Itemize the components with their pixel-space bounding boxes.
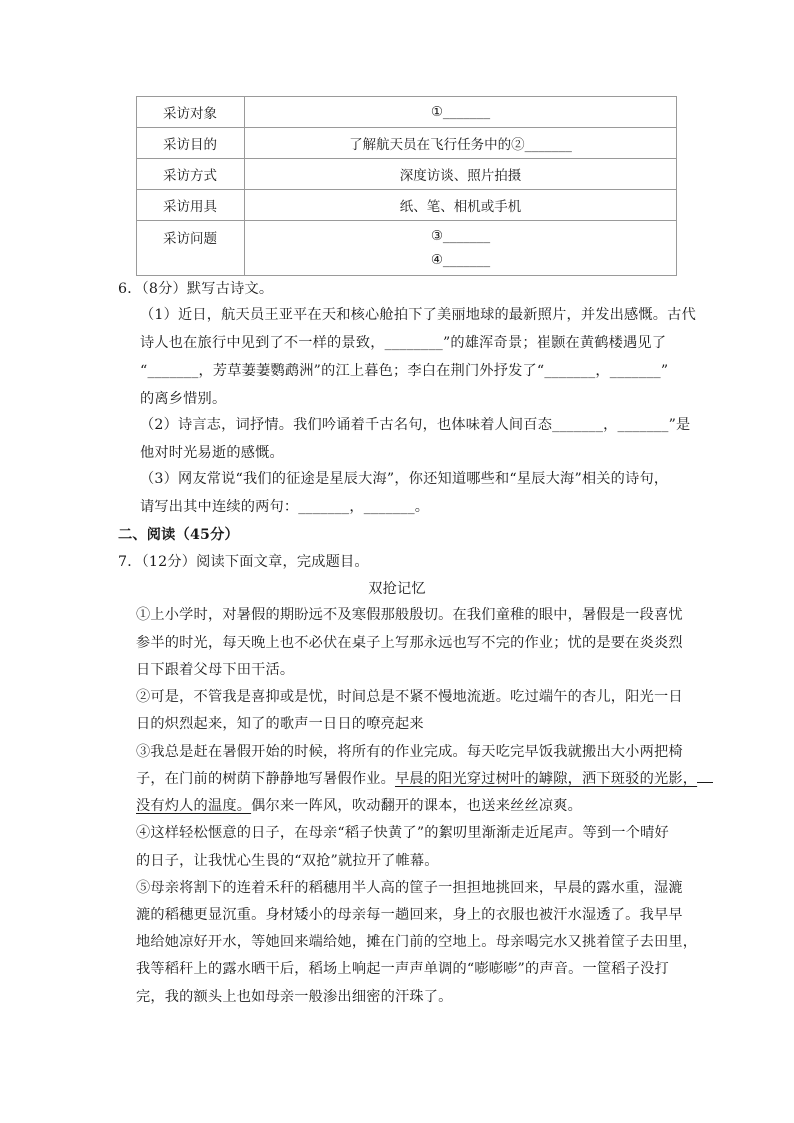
article-line: 完，我的额头上也如母亲一般渗出细密的汗珠了。 [136, 989, 453, 1005]
row-label: 采访用具 [137, 190, 245, 221]
row-value [245, 221, 677, 276]
q6-line: （1）近日，航天员王亚平在天和核心舱拍下了美丽地球的最新照片，并发出感慨。古代 [140, 307, 696, 323]
article-line: 漉的稻穗更显沉重。身材矮小的母亲每一趟回来，身上的衣服也被汗水湿透了。我早早 [136, 907, 683, 923]
article-line: ⑤母亲将割下的连着禾秆的稻穗用半人高的筐子一担担地挑回来，早晨的露水重，湿漉 [136, 880, 683, 896]
q6-line: （2）诗言志，词抒情。我们吟诵着千古名句，也体味着人间百态_______，_______”是 [140, 417, 691, 433]
article-line: 的日子，让我忧心生畏的“双抢”就拉开了帷幕。 [136, 853, 439, 869]
row-label: 采访对象 [137, 97, 245, 128]
article-line: ②可是，不管我是喜抑或是忧，时间总是不紧不慢地流逝。吃过端午的杏儿，阳光一日 [136, 689, 683, 705]
table-row [137, 221, 677, 276]
underlined-sentence: 没有灼人的温度。 [136, 798, 252, 814]
article-line: 我等稻秆上的露水晒干后，稻场上响起一声声单调的“嘭嘭嘭”的声音。一筐稻子没打 [136, 961, 669, 977]
article-line: 日下跟着父母下田干活。 [136, 662, 295, 678]
article-line: ①上小学时，对暑假的期盼远不及寒假那般殷切。在我们童稚的眼中，暑假是一段喜忧 [136, 607, 683, 623]
table-row [137, 97, 677, 128]
interview-plan-table [136, 96, 677, 276]
row-value: 深度访谈、照片拍摄 [245, 159, 677, 190]
q6-line: 请写出其中连续的两句：_______，_______。 [140, 499, 430, 515]
q6-line: 诗人也在旅行中见到了不一样的景致，________”的雄浑奇景；崔颢在黄鹤楼遇见了 [140, 335, 667, 351]
row-label: 采访目的 [137, 128, 245, 159]
table-row [137, 190, 677, 221]
q6-line: （3）网友常说“我们的征途是星辰大海”，你还知道哪些和“星辰大海”相关的诗句， [140, 471, 669, 487]
article-text: 偶尔来一阵风，吹动翻开的课本，也送来丝丝凉爽。 [251, 798, 583, 814]
article-line [136, 768, 713, 788]
article-line: 日的炽烈起来，知了的歌声一日日的嘹亮起来 [136, 716, 424, 732]
row-value: 了解航天员在飞行任务中的②_______ [245, 128, 677, 159]
row-label: 采访问题 [137, 221, 245, 276]
article-title: 双抢记忆 [368, 581, 426, 597]
article-line: 地给她凉好开水，等她回来端给她，摊在门前的空地上。母亲喝完水又挑着筐子去田里， [136, 934, 698, 950]
table-row [137, 159, 677, 190]
question-6-header: 6．（8分）默写古诗文。 [118, 281, 274, 297]
row-value: 纸、笔、相机或手机 [245, 190, 677, 221]
article-line [136, 795, 582, 815]
q6-line: 的离乡惜别。 [140, 391, 227, 407]
article-line: 参半的时光，每天晚上也不必伏在桌子上写那永远也写不完的作业；忧的是要在炎炎烈 [136, 635, 683, 651]
question-three-blank: ③_______ [430, 228, 491, 244]
row-value: ①_______ [245, 97, 677, 128]
table-row [137, 128, 677, 159]
article-text: 子，在门前的树荫下静静地写暑假作业。 [136, 771, 395, 787]
article-line: ④这样轻松惬意的日子，在母亲“稻子快黄了”的絮叨里渐渐走近尾声。等到一个晴好 [136, 825, 669, 841]
q6-line: “_______，芳草萋萋鹦鹉洲”的江上暮色；李白在荆门外抒发了“_______，_______” [140, 363, 669, 379]
question-7-header: 7．（12分）阅读下面文章，完成题目。 [118, 554, 369, 570]
underlined-sentence: 早晨的阳光穿过树叶的罅隙，洒下斑驳的光影， [394, 771, 698, 787]
article-line: ③我总是赶在暑假开始的时候，将所有的作业完成。每天吃完早饭我就搬出大小两把椅 [136, 744, 683, 760]
row-label: 采访方式 [137, 159, 245, 190]
question-four-blank: ④_______ [430, 252, 491, 268]
underline-tail [697, 768, 713, 783]
q6-line: 他对时光易逝的感慨。 [140, 445, 284, 461]
section-heading: 二、阅读（45分） [118, 527, 239, 543]
